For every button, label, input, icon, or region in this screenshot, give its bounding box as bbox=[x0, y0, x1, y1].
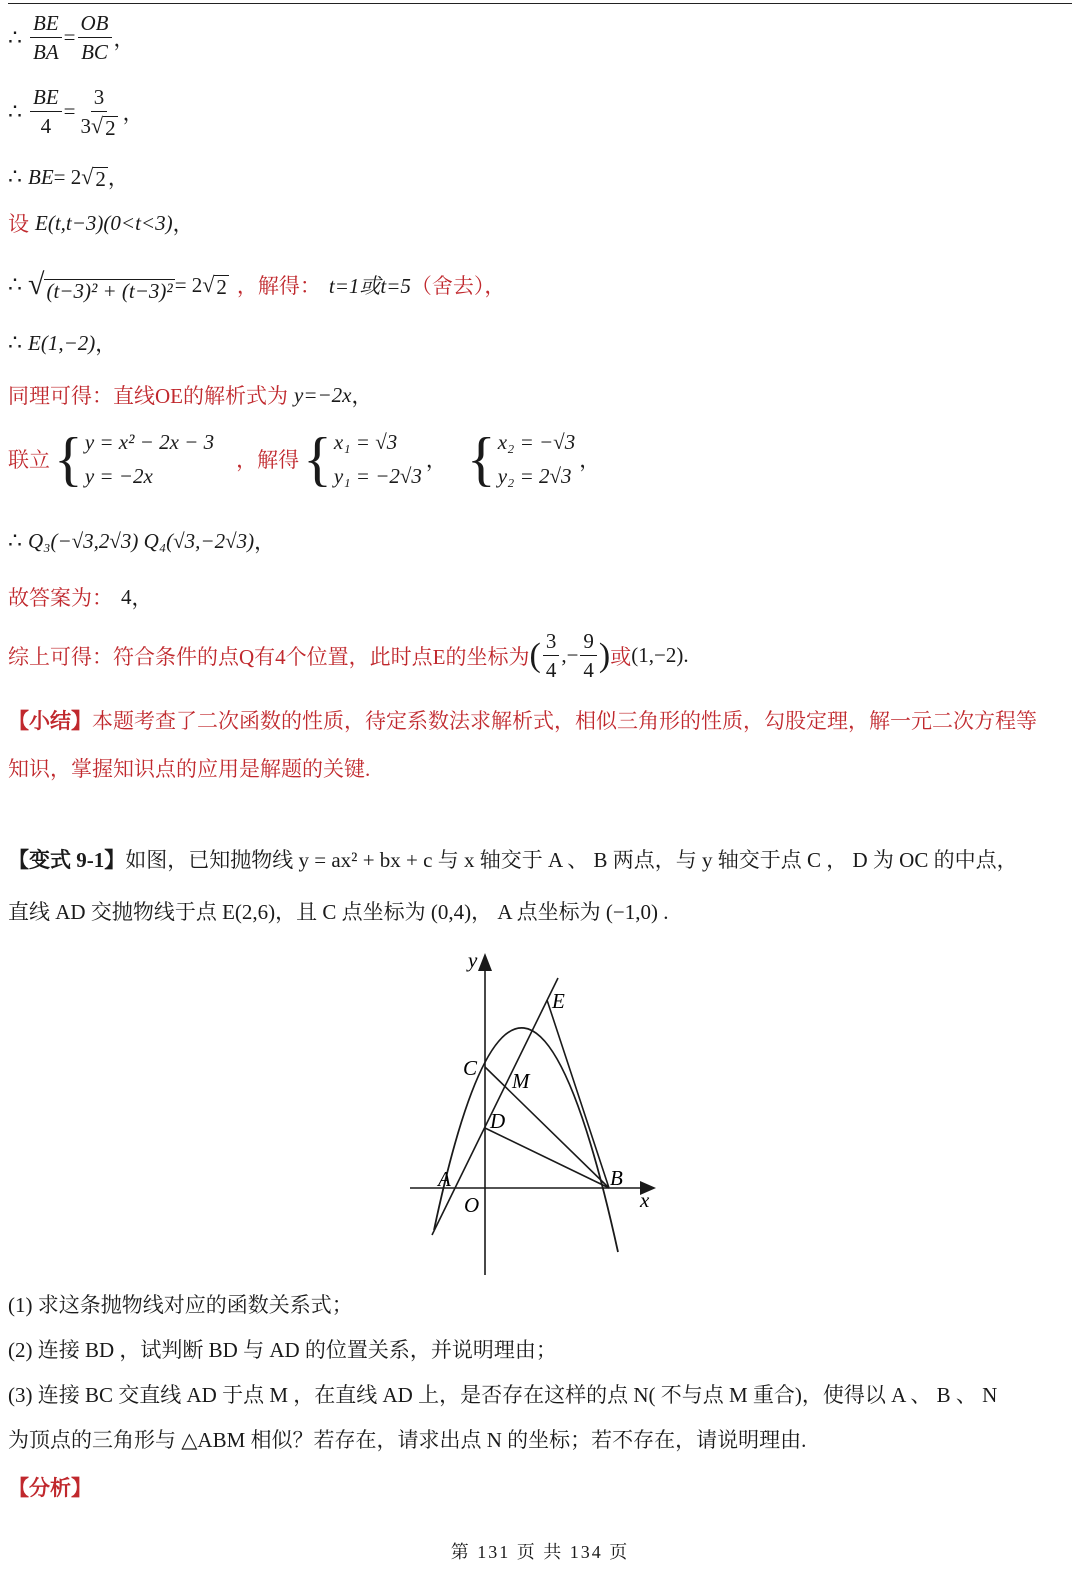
label-o: O bbox=[464, 1193, 480, 1217]
line-conclusion: 综上可得：符合条件的点Q有4个位置，此时点E的坐标为 ( $\frac{3}{4}$ ,− $\frac{9}{4}$ ) 或 (1,−2) . bbox=[8, 629, 689, 682]
summary-paragraph: 【小结】本题考查了二次函数的性质，待定系数法求解析式，相似三角形的性质，勾股定理，解一元二次方程等知识，掌握知识点的应用是解题的关键. bbox=[8, 709, 1037, 781]
line-ratio-2: ∴ $\frac{BE}{4}$ = 3 3 √ 2 ， bbox=[8, 85, 144, 140]
variant-label: 【变式 9-1】 bbox=[8, 848, 126, 872]
line-system: 联立 { y = x² − 2x − 3 y = −2x ，解得 { x₁ = √3 y₁ = −2√3 ， { x₂ = −√3 y₂ = 2√3 ， bbox=[8, 426, 601, 492]
line-q-points: ∴ Q₃(−√3,2√3) Q₄(√3,−2√3) ， bbox=[8, 528, 276, 554]
line-ratio-1: ∴ $\frac{BE}{BA}$ = $\frac{OB}{BC}$ ， bbox=[8, 11, 135, 64]
line-answer: 故答案为： 4 ， bbox=[8, 584, 153, 610]
line-oe-equation: 同理可得：直线OE的解析式为 y=−2x ， bbox=[8, 382, 373, 408]
therefore-symbol: ∴ bbox=[8, 98, 22, 124]
fraction: $\frac{9}{4}$ bbox=[580, 628, 597, 683]
fraction: 3 3 √ 2 bbox=[80, 85, 116, 140]
equation-system-2: { x₁ = √3 y₁ = −2√3 bbox=[303, 426, 422, 492]
question-2: (2) 连接 BD ，试判断 BD 与 AD 的位置关系，并说明理由； bbox=[8, 1338, 557, 1362]
fraction: $\frac{OB}{BC}$ bbox=[78, 10, 112, 65]
label-b: B bbox=[610, 1166, 623, 1190]
label-x: x bbox=[640, 1188, 650, 1212]
questions bbox=[8, 1283, 1056, 1463]
question-1: (1) 求这条抛物线对应的函数关系式； bbox=[8, 1293, 353, 1317]
parabola-figure bbox=[400, 945, 670, 1280]
equation-system-3: { x₂ = −√3 y₂ = 2√3 bbox=[466, 426, 576, 492]
therefore-symbol: ∴ bbox=[8, 330, 22, 355]
variant-paragraph: 【变式 9-1】如图，已知抛物线 y = ax² + bx + c 与 x 轴交于 A 、 B 两点，与 y 轴交于点 C ， D 为 OC 的中点， 直线 AD 交抛物线于点 E(2,6)，且 C 点坐标为 (0,4)， A 点坐标为 (−1,0) . bbox=[8, 848, 1018, 924]
line-ad bbox=[432, 978, 558, 1235]
parabola-curve bbox=[434, 1028, 618, 1252]
line-e-point: ∴ E(1,−2) ， bbox=[8, 330, 117, 356]
fraction: $\frac{BE}{BA}$ bbox=[30, 10, 62, 65]
question-3b: 为顶点的三角形与 △ABM 相似？若存在，请求出点 N 的坐标；若不存在，请说明理由. bbox=[8, 1428, 807, 1452]
therefore-symbol: ∴ bbox=[8, 164, 22, 189]
top-rule bbox=[8, 3, 1072, 4]
summary-label: 【小结】 bbox=[8, 709, 92, 733]
line-set-e: 设 E(t,t−3)(0<t<3) ， bbox=[8, 210, 194, 236]
line-be-value: ∴ BE = 2 √ 2 ， bbox=[8, 164, 129, 191]
therefore-symbol: ∴ bbox=[8, 272, 22, 297]
equation-system-1: { y = x² − 2x − 3 y = −2x bbox=[54, 426, 215, 492]
label-e: E bbox=[552, 989, 565, 1013]
label-d: D bbox=[490, 1109, 506, 1133]
analysis-label: 【分析】 bbox=[8, 1476, 92, 1500]
fraction: $\frac{3}{4}$ bbox=[543, 628, 560, 683]
therefore-symbol: ∴ bbox=[8, 24, 22, 50]
line-solve-t: ∴ √ (t−3)² + (t−3)² = 2 √ 2 ，解得： t=1或t=5 （舍去）， bbox=[8, 268, 506, 303]
fraction: $\frac{BE}{4}$ bbox=[30, 84, 62, 139]
question-3a: (3) 连接 BC 交直线 AD 于点 M ，在直线 AD 上，是否存在这样的点 N( 不与点 M 重合)，使得以 A 、 B 、 N bbox=[8, 1383, 998, 1407]
label-c: C bbox=[463, 1056, 478, 1080]
label-y: y bbox=[468, 948, 478, 972]
label-a: A bbox=[438, 1167, 451, 1191]
line-eb bbox=[547, 1000, 609, 1188]
therefore-symbol: ∴ bbox=[8, 528, 22, 553]
page-footer: 第 131 页 共 134 页 bbox=[450, 1542, 630, 1562]
line-bd bbox=[485, 1128, 609, 1188]
label-m: M bbox=[512, 1069, 530, 1093]
y-axis-arrow bbox=[478, 953, 492, 971]
